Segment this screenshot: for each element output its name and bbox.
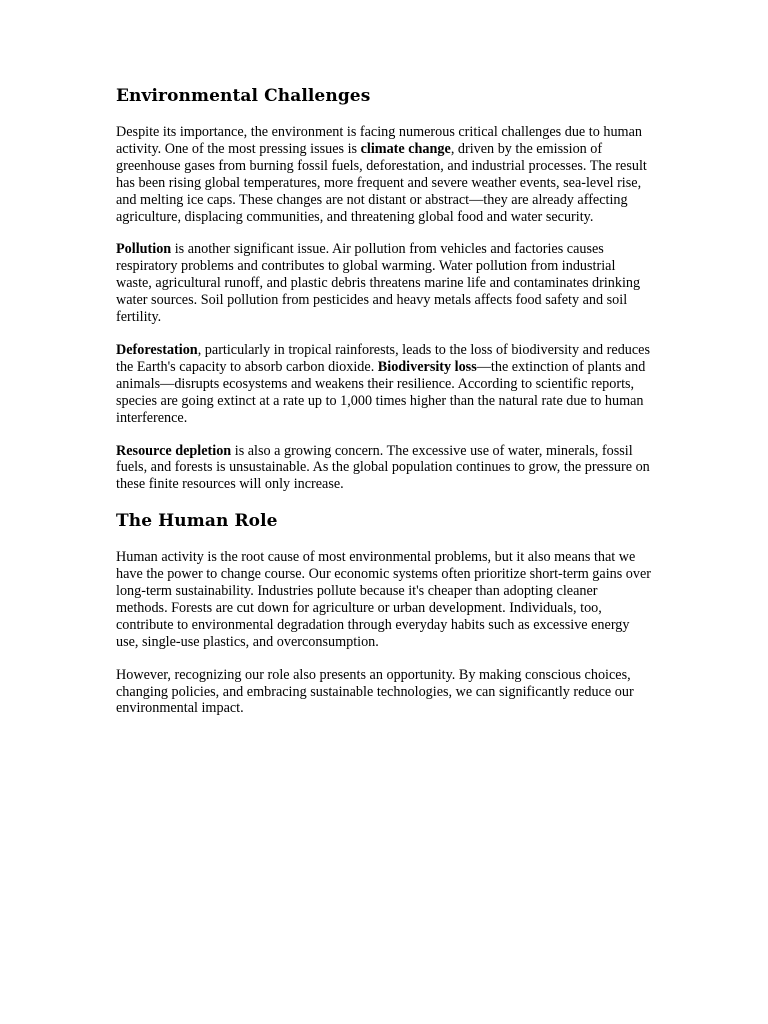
paragraph-text: Human activity is the root cause of most environmental problems, but it also means that we have the power to change course. Our economic systems often prioritize short-term gains over long-term sustainability. Industries pollute because it's cheaper than adopting cleaner methods. Forests are cut down for agriculture or urban development. Individuals, too, contribute to environmental degradation through everyday habits such as excessive energy use, single-use plastics, and overconsumption.	[116, 549, 652, 650]
paragraph-text: —the extinction of plants and animals—disrupts ecosystems and weakens their resilience. According to scientific reports, species are going extinct at a rate up to 1,000 times higher than the natural rate due to human interference.	[116, 358, 646, 426]
bold-term-resource-depletion: Resource depletion	[116, 442, 232, 459]
bold-term-deforestation: Deforestation	[116, 341, 198, 358]
paragraph-deforestation	[116, 342, 652, 427]
paragraph-opportunity	[116, 667, 652, 718]
paragraph-resource-depletion	[116, 443, 652, 494]
bold-term-biodiversity-loss: Biodiversity loss	[377, 358, 477, 375]
paragraph-text: is also a growing concern. The excessive use of water, minerals, fossil fuels, and forests is unsustainable. As the global population continues to grow, the pressure on these finite resources will only increase.	[116, 442, 650, 493]
bold-term-pollution: Pollution	[116, 241, 172, 258]
section-heading-the-human-role: The Human Role	[116, 511, 278, 532]
paragraph-climate-change	[116, 124, 652, 225]
bold-term-climate-change: climate change	[360, 140, 451, 157]
document-page	[116, 84, 652, 733]
paragraph-pollution	[116, 241, 652, 326]
paragraph-text: , particularly in tropical rainforests, leads to the loss of biodiversity and reduces the Earth's capacity to absorb carbon dioxide.	[116, 341, 650, 375]
paragraph-text: Despite its importance, the environment is facing numerous critical challenges due to human activity. One of the most pressing issues is	[116, 124, 642, 157]
paragraph-text: , driven by the emission of greenhouse gases from burning fossil fuels, deforestation, and industrial processes. The result has been rising global temperatures, more frequent and severe weather events, sea-level rise, and melting ice caps. These changes are not distant or abstract—they are already affecting agriculture, displacing communities, and threatening global food and water security.	[116, 140, 647, 225]
section-heading-environmental-challenges: Environmental Challenges	[116, 86, 371, 106]
paragraph-human-activity	[116, 549, 652, 650]
paragraph-text: However, recognizing our role also presents an opportunity. By making conscious choices, changing policies, and embracing sustainable technologies, we can significantly reduce our environmental impact.	[116, 666, 634, 717]
paragraph-text: is another significant issue. Air pollution from vehicles and factories causes respiratory problems and contributes to global warming. Water pollution from industrial waste, agricultural runoff, and plastic debris threatens marine life and contaminates drinking water sources. Soil pollution from pesticides and heavy metals affects food safety and soil fertility.	[116, 241, 641, 326]
